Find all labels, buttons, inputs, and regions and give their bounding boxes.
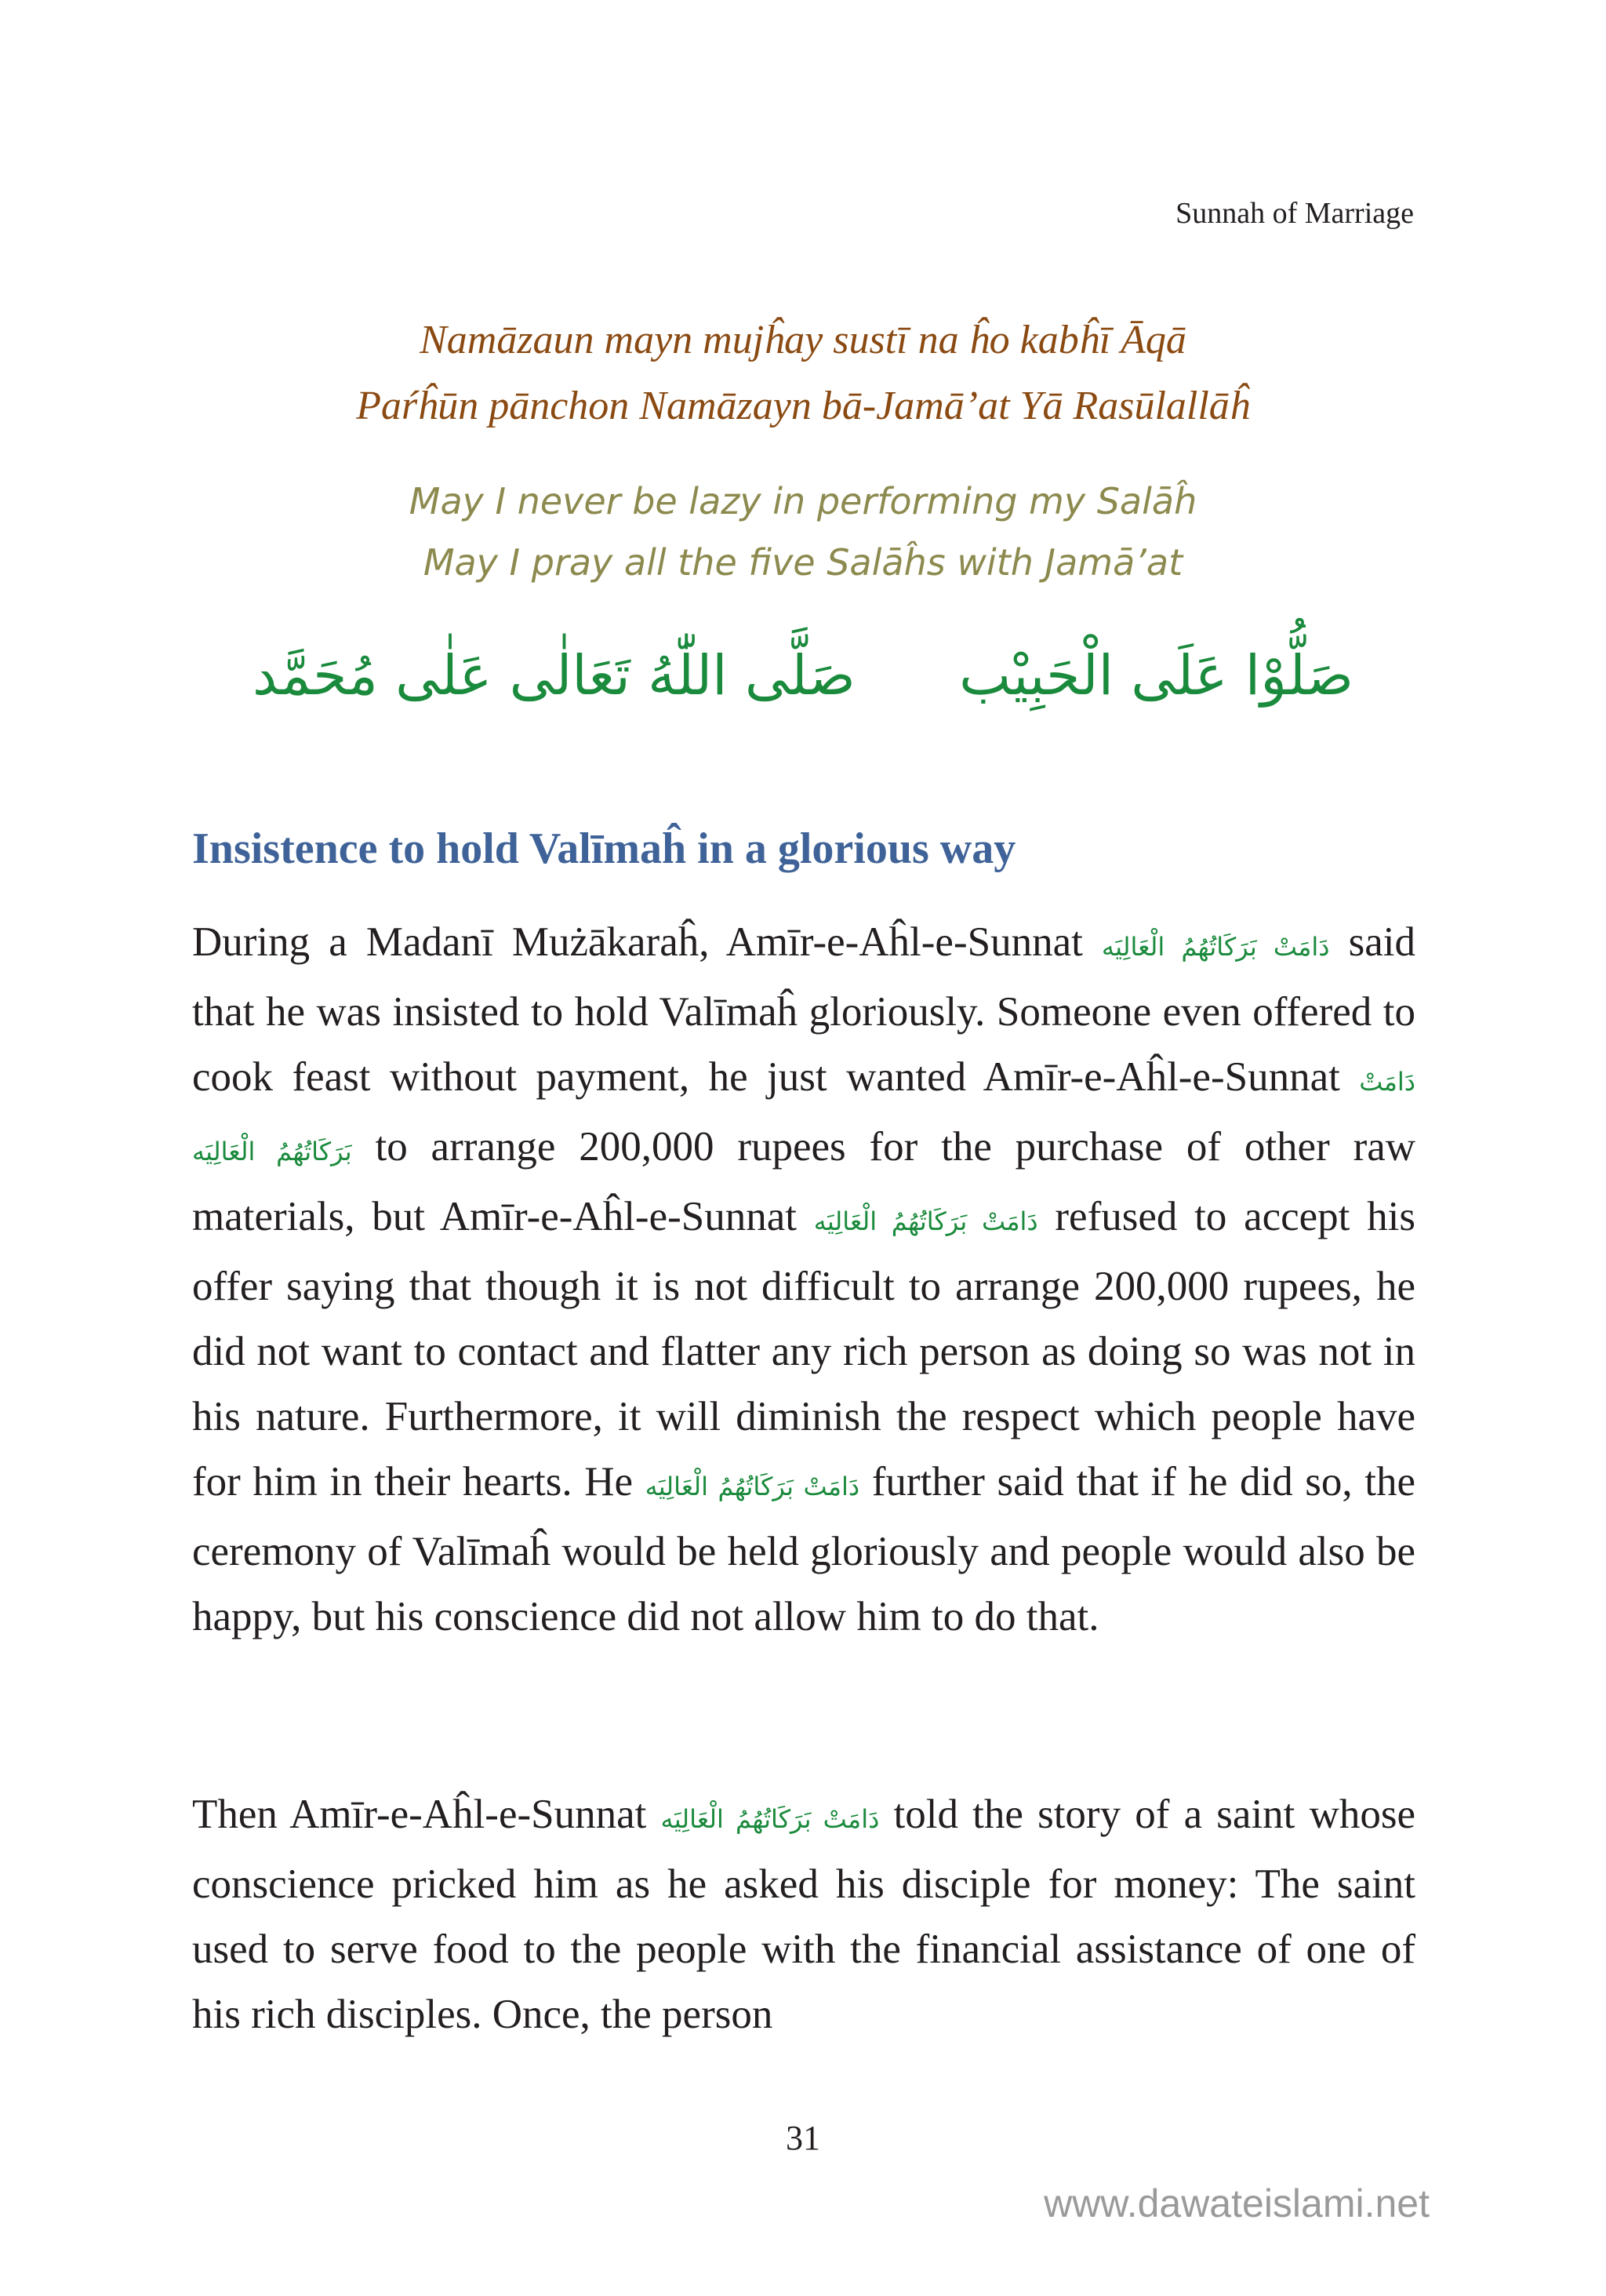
paragraph-1-text-1: During a Madanī Mużākaraĥ, Amīr-e-Aĥl-e-Sunnat <box>192 919 1102 965</box>
honorific: دَامَتْ بَرَكَاتُهُمُ الْعَالِيَه <box>645 1472 860 1501</box>
running-title: Sunnah of Marriage <box>1175 197 1414 230</box>
paragraph-1-text-3: to arrange 200,000 rupees for the purchase of other raw materials, but Amīr-e-Aĥl-e-Sunnat <box>192 1124 1416 1239</box>
translation-line-1: May I never be lazy in performing my Salāĥ <box>409 480 1197 522</box>
translation-line-2: May I pray all the five Salāĥs with Jamā’at <box>423 541 1183 584</box>
salawat-left: صَلَّى اللّٰهُ تَعَالٰى عَلٰى مُحَمَّد <box>252 643 856 708</box>
paragraph-2-text-1: Then Amīr-e-Aĥl-e-Sunnat <box>192 1792 661 1837</box>
honorific: دَامَتْ بَرَكَاتُهُمُ الْعَالِيَه <box>192 1067 1415 1166</box>
honorific: دَامَتْ بَرَكَاتُهُمُ الْعَالِيَه <box>660 1804 880 1834</box>
verse-block <box>0 307 1606 439</box>
section-heading: Insistence to hold Valīmaĥ in a glorious way <box>192 824 1016 873</box>
honorific: دَامَتْ بَرَكَاتُهُمُ الْعَالِيَه <box>813 1206 1038 1236</box>
paragraph-2-text-2: told the story of a saint whose conscience pricked him as he asked his disciple for money: The saint used to serve food to the people with the financial assistance of one of his rich disciples. Once, the person <box>192 1792 1416 2037</box>
verse-line-1: Namāzaun mayn mujĥay sustī na ĥo kabĥī Āqā <box>420 318 1186 362</box>
verse-line-2: Paŕĥūn pānchon Namāzayn bā-Jamā’at Yā Rasūlallāĥ <box>356 384 1250 428</box>
paragraph-1-text-4: refused to accept his offer saying that though it is not difficult to arrange 200,000 rupees, he did not want to contact and flatter any rich person as doing so was not in his nature. Furthermore, it will diminish the respect which people have for him in their hearts. He <box>192 1194 1416 1505</box>
paragraph-2 <box>192 1782 1415 2047</box>
paragraph-1 <box>192 910 1415 1650</box>
paragraph-1-text-2: said that he was insisted to hold Valīmaĥ gloriously. Someone even offered to cook feast without payment, he just wanted Amīr-e-Aĥl-e-Sunnat <box>192 919 1416 1100</box>
website-link[interactable]: www.dawateislami.net <box>1044 2181 1430 2225</box>
honorific: دَامَتْ بَرَكَاتُهُمُ الْعَالِيَه <box>1101 932 1330 962</box>
page-number: 31 <box>786 2119 820 2157</box>
paragraph-1-text-5: further said that if he did so, the ceremony of Valīmaĥ would be held gloriously and people would also be happy, but his conscience did not allow him to do that. <box>192 1459 1415 1639</box>
salawat-line <box>0 643 1606 708</box>
translation-block <box>0 471 1606 593</box>
salawat-right: صَلُّوْا عَلَى الْحَبِیْب <box>959 643 1354 708</box>
